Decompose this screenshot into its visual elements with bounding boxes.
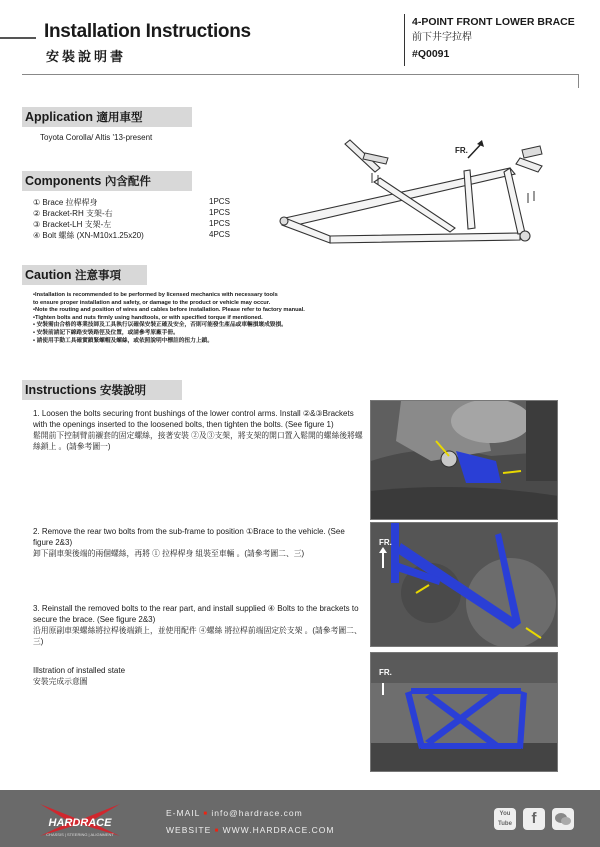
page-title: Installation Instructions [44, 21, 251, 42]
brace-diagram [270, 128, 570, 253]
figure-1-illustration [371, 401, 558, 520]
wechat-glyph [552, 808, 574, 830]
logo-text: HARDRACE [48, 817, 112, 829]
facebook-icon[interactable]: f [523, 808, 545, 830]
header-divider-tick [578, 74, 579, 88]
figure-2-illustration [371, 523, 558, 647]
website-line: WEBSITE ■ WWW.HARDRACE.COM [166, 825, 335, 835]
figure-3-photo [370, 652, 558, 772]
caution-line: to ensure proper installation and safety, or damage to the product or vehicle may occur. [33, 299, 271, 306]
caution-line: • 安裝需由合格的專業技師及工具執行以確保安裝正確及安全，否則可能發生產品或車輛損壞成毀損。 [33, 322, 287, 329]
component-row: ② Bracket-RH 支架-右 1PCS [33, 208, 230, 218]
email-link[interactable]: info@hardrace.com [211, 808, 303, 818]
product-info [404, 14, 575, 66]
page-title-zh: 安裝說明書 [46, 50, 127, 65]
bullet-icon: ■ [203, 810, 209, 817]
figure-2-photo [370, 522, 558, 647]
forward-arrow-icon [468, 143, 482, 158]
caution-list [33, 292, 373, 345]
caution-line: •Installation is recommended to be performed by licensed mechanics with necessary tools [33, 292, 278, 298]
component-row: ① Brace 拉桿桿身 1PCS [33, 197, 230, 207]
instruction-step-3: 3. Reinstall the removed bolts to the rear part, and install supplied ④ Bolts to the brackets to secure the brace. (See figure 2&3) 沿用原副車架螺絲將拉桿後端鎖上，並使用配件 ④螺絲 將拉桿前端固定於支架 。(請參考圖二、三) [33, 604, 362, 646]
instruction-step-2: 2. Remove the rear two bolts from the sub-frame to position ①Brace to the vehicle. (See figure 2&3) 卸下副車架後端的兩個螺絲，再將 ① 拉桿桿身 組裝至車輛 。(請參考圖二、三) [33, 527, 345, 558]
bullet-icon: ■ [214, 827, 220, 834]
component-row: ③ Bracket-LH 支架-左 1PCS [33, 219, 230, 229]
email-line: E-MAIL ■ info@hardrace.com [166, 808, 303, 818]
product-name-zh: 前下井字拉桿 [412, 32, 472, 43]
forward-arrowhead-icon [477, 140, 484, 147]
caution-line: •Tighten bolts and nuts firmly using handtools, or with specified torque if mentioned. [33, 314, 263, 321]
caution-line: • 請使用手動工具確實鎖緊螺帽及螺絲，或依照說明中標註的扭力上鎖。 [33, 337, 213, 344]
figure-1-photo [370, 400, 558, 520]
figure-3-illustration [371, 653, 558, 772]
component-row: ④ Bolt 螺絲 (XN-M10x1.25x20) 4PCS [33, 230, 230, 240]
youtube-icon[interactable]: You Tube [494, 808, 516, 830]
caution-heading: Caution 注意事項 [22, 265, 147, 285]
figure-2-fr-label: FR. [379, 538, 392, 547]
application-heading: Application 適用車型 [22, 107, 192, 127]
header-divider [22, 74, 578, 75]
wechat-icon[interactable] [552, 808, 574, 830]
illustration-caption: Illstration of installed state 安裝完成示意圖 [33, 666, 126, 686]
part-number: #Q0091 [412, 48, 450, 60]
caution-line: • 安裝前請記下線路安裝路徑及位置，或請參考原廠手冊。 [33, 329, 179, 336]
diagram-fr-label: FR. [455, 146, 468, 155]
hardrace-logo-mark [20, 800, 140, 840]
caution-line: •Note the routing and position of wires and cables before installation. Please refer to factory manual. [33, 307, 305, 314]
figure-3-fr-label: FR. [379, 668, 392, 677]
hardrace-logo [20, 800, 140, 840]
instructions-heading: Instructions 安裝說明 [22, 380, 182, 400]
application-text: Toyota Corolla/ Altis '13-present [40, 133, 153, 142]
header-accent-line [0, 37, 36, 39]
instruction-step-1: 1. Loosen the bolts securing front bushings of the lower control arms. Install ②&③Brackets with the openings inserted to the loosened bolts, then tighten the bolts. (See figure 1) 鬆開前下控制臂前襯套的固定螺絲，接著安裝 ②及③支架，將支架的開口置入鬆開的螺絲後將螺絲鎖上 。(請參考圖一) [33, 409, 363, 451]
components-heading: Components 內含配件 [22, 171, 192, 191]
website-link[interactable]: WWW.HARDRACE.COM [222, 825, 335, 835]
product-name: 4-POINT FRONT LOWER BRACE [412, 16, 575, 28]
logo-tagline: CHASSIS | STEERING | ALIGNMENT [46, 832, 114, 837]
